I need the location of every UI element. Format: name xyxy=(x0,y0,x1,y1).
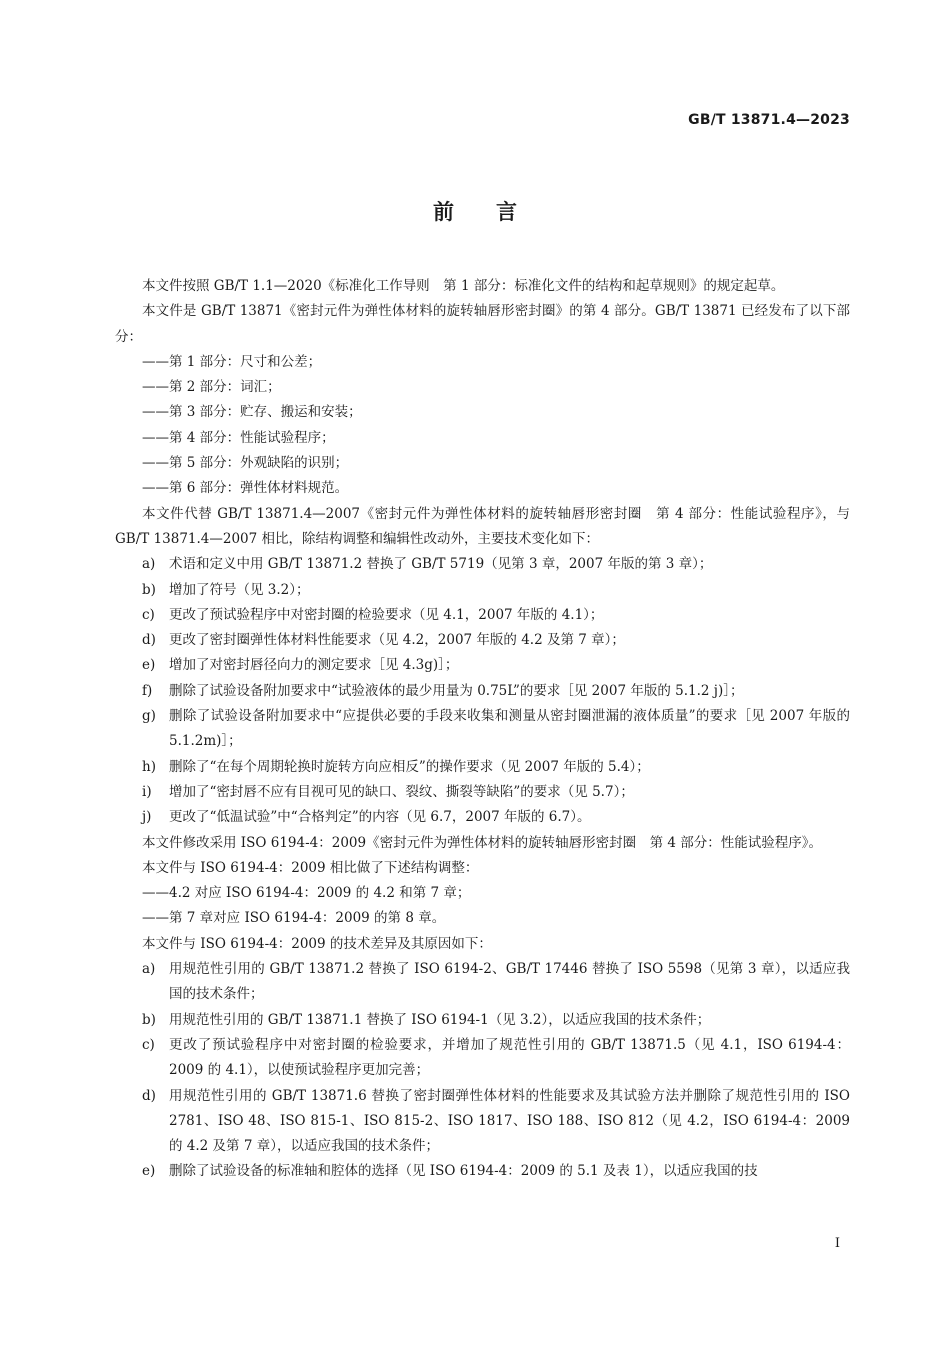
list-item: ——第 6 部分：弹性体材料规范。 xyxy=(142,480,349,497)
change-item xyxy=(115,805,850,830)
difference-item xyxy=(115,1008,850,1033)
item-text: 用规范性引用的 GB/T 13871.6 替换了密封圈弹性体材料的性能要求及其试验方法并删除了规范性引用的 ISO 2781、ISO 48、ISO 815-1、ISO 815-2、ISO 1817、ISO 188、ISO 812（见 4.2，ISO 6194-4：2009 的 4.2 及第 7 章），以适应我国的技术条件； xyxy=(169,1087,850,1155)
list-item: ——第 4 部分：性能试验程序； xyxy=(142,429,335,446)
item-text: 删除了试验设备附加要求中“应提供必要的手段来收集和测量从密封圈泄漏的液体质量”的要求［见 2007 年版的 5.1.2m)］； xyxy=(169,708,850,750)
item-label: h) xyxy=(142,758,156,775)
item-text: 更改了预试验程序中对密封圈的检验要求（见 4.1，2007 年版的 4.1）； xyxy=(169,606,604,623)
change-item xyxy=(115,755,850,780)
item-label: a) xyxy=(142,961,156,978)
document-code: GB/T 13871.4—2023 xyxy=(688,112,850,128)
change-item xyxy=(115,653,850,678)
item-text: 删除了试验设备的标准轴和腔体的选择（见 ISO 6194-4：2009 的 5.1 及表 1），以适应我国的技 xyxy=(169,1163,758,1180)
paragraph-drafting-rules: 本文件按照 GB/T 1.1—2020《标准化工作导则 第 1 部分：标准化文件的结构和起草规则》的规定起草。 xyxy=(142,278,785,294)
item-text: 删除了试验设备附加要求中“试验液体的最少用量为 0.75L”的要求［见 2007 年版的 5.1.2 j)］； xyxy=(169,682,744,699)
paragraph-differences: 本文件与 ISO 6194-4：2009 的技术差异及其原因如下： xyxy=(142,935,492,952)
item-label: d) xyxy=(142,632,156,649)
list-item: ——第 3 部分：贮存、搬运和安装； xyxy=(142,404,362,421)
item-label: e) xyxy=(142,657,156,674)
item-text: 增加了“密封唇不应有目视可见的缺口、裂纹、撕裂等缺陷”的要求（见 5.7）； xyxy=(169,783,634,800)
item-label: j) xyxy=(142,809,152,826)
item-label: b) xyxy=(142,1011,156,1028)
item-text: 术语和定义中用 GB/T 13871.2 替换了 GB/T 5719（见第 3 章，2007 年版的第 3 章）； xyxy=(169,556,713,573)
difference-item xyxy=(115,1159,850,1184)
change-item xyxy=(115,780,850,805)
list-item: ——第 7 章对应 ISO 6194-4：2009 的第 8 章。 xyxy=(142,910,446,927)
change-item xyxy=(115,679,850,704)
change-item xyxy=(115,578,850,603)
paragraph-adoption: 本文件修改采用 ISO 6194-4：2009《密封元件为弹性体材料的旋转轴唇形密封圈 第 4 部分：性能试验程序》。 xyxy=(142,834,823,851)
change-item xyxy=(115,552,850,577)
item-label: f) xyxy=(142,682,153,699)
change-item xyxy=(115,603,850,628)
item-label: g) xyxy=(142,708,156,725)
item-label: c) xyxy=(142,1036,155,1053)
page-number: I xyxy=(834,1236,840,1251)
item-text: 用规范性引用的 GB/T 13871.2 替换了 ISO 6194-2、GB/T 17446 替换了 ISO 5598（见第 3 章），以适应我国的技术条件； xyxy=(169,961,850,1003)
paragraph-series-intro: 本文件是 GB/T 13871《密封元件为弹性体材料的旋转轴唇形密封圈》的第 4 部分。GB/T 13871 已经发布了以下部分： xyxy=(115,303,850,345)
item-label: i) xyxy=(142,783,152,800)
difference-item xyxy=(115,1033,850,1084)
list-item: ——第 5 部分：外观缺陷的识别； xyxy=(142,455,349,472)
item-text: 增加了符号（见 3.2）； xyxy=(169,581,310,598)
difference-item xyxy=(115,957,850,1008)
paragraph-replaces: 本文件代替 GB/T 13871.4—2007《密封元件为弹性体材料的旋转轴唇形密封圈 第 4 部分：性能试验程序》，与 GB/T 13871.4—2007 相比，除结构调整和编辑性改动外，主要技术变化如下： xyxy=(115,505,850,547)
item-label: a) xyxy=(142,556,156,573)
item-label: b) xyxy=(142,581,156,598)
item-text: 更改了“低温试验”中“合格判定”的内容（见 6.7，2007 年版的 6.7）。 xyxy=(169,809,591,826)
item-text: 更改了密封圈弹性体材料性能要求（见 4.2，2007 年版的 4.2 及第 7 章）； xyxy=(169,632,625,649)
item-text: 用规范性引用的 GB/T 13871.1 替换了 ISO 6194-1（见 3.2），以适应我国的技术条件； xyxy=(169,1011,711,1028)
item-text: 删除了“在每个周期轮换时旋转方向应相反”的操作要求（见 2007 年版的 5.4）； xyxy=(169,758,650,775)
list-item: ——4.2 对应 ISO 6194-4：2009 的 4.2 和第 7 章； xyxy=(142,885,471,902)
document-body xyxy=(115,274,850,1185)
list-item: ——第 1 部分：尺寸和公差； xyxy=(142,353,322,370)
item-label: d) xyxy=(142,1087,156,1104)
item-label: e) xyxy=(142,1163,156,1180)
paragraph-structure: 本文件与 ISO 6194-4：2009 相比做了下述结构调整： xyxy=(142,859,479,876)
page-title: 前言 xyxy=(433,200,559,224)
item-text: 更改了预试验程序中对密封圈的检验要求，并增加了规范性引用的 GB/T 13871.5（见 4.1，ISO 6194-4：2009 的 4.1），以使预试验程序更加完善； xyxy=(169,1036,850,1079)
list-item: ——第 2 部分：词汇； xyxy=(142,379,281,396)
change-item xyxy=(115,704,850,755)
item-text: 增加了对密封唇径向力的测定要求［见 4.3g)］； xyxy=(169,657,459,674)
difference-item xyxy=(115,1084,850,1160)
item-label: c) xyxy=(142,606,155,623)
change-item xyxy=(115,628,850,653)
